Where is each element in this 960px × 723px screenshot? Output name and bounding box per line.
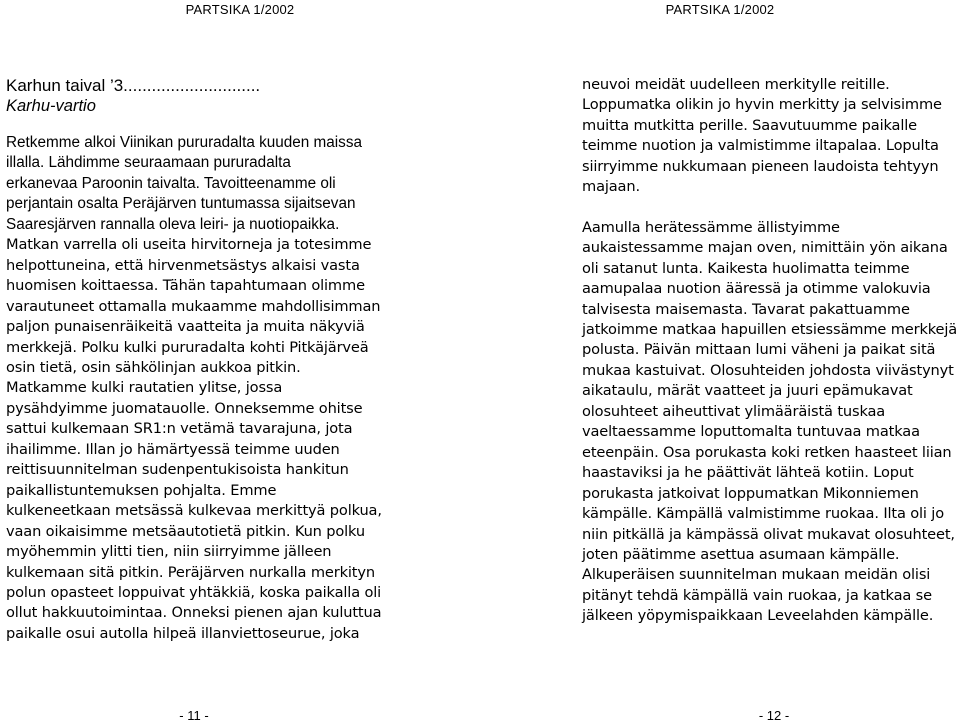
text-line: majaan. xyxy=(582,178,640,196)
text-line: jälkeen yöpymispaikkaan Leveelahden kämpälle. xyxy=(582,607,934,625)
text-line: vaeltaessamme loputtomalta tuntuvaa matkaa xyxy=(582,423,920,441)
running-header-left: PARTSIKA 1/2002 xyxy=(185,2,295,17)
page-number-left: - 11 - xyxy=(179,708,209,723)
text-line: helpottuneina, että hirvenmetsästys alkaisi vasta xyxy=(6,256,360,274)
text-line: muitta mutkitta perille. Saavutuumme paikalle xyxy=(582,116,917,134)
text-line: teimme nuotion ja valmistimme iltapalaa. Lopulta xyxy=(582,137,939,155)
right-paragraph xyxy=(582,75,960,198)
text-line: Alkuperäisen suunnitelman mukaan meidän olisi xyxy=(582,566,931,584)
text-line: polusta. Päivän mittaan lumi väheni ja paikat sitä xyxy=(582,341,936,359)
text-line: ihailimme. Illan jo hämärtyessä teimme uuden xyxy=(6,440,340,458)
text-line: sattui kulkemaan SR1:n vetämä tavarajuna, jota xyxy=(6,420,353,438)
text-line: mukaa kastuivat. Olosuhteiden johdosta viivästynyt xyxy=(582,361,954,379)
text-line: Loppumatka olikin jo hyvin merkitty ja selvisimme xyxy=(582,96,942,114)
text-line: haastaviksi ja he päättivät lähteä kotiin. Loput xyxy=(582,464,914,482)
text-line: paljon punaisenräikeitä vaatteita ja muita näkyviä xyxy=(6,318,365,336)
text-line: erkanevaa Paroonin taivalta. Tavoitteenamme oli xyxy=(6,174,336,192)
text-line: siirryimme nukkumaan pieneen laudoista tehtyyn xyxy=(582,157,939,175)
text-line: aikataulu, märät vaatteet ja juuri epämukavat xyxy=(582,382,913,400)
text-line: pysähdyimme juomatauolle. Onneksemme ohitse xyxy=(6,399,363,417)
text-line: merkkejä. Polku kulki pururadalta kohti Pitkäjärveä xyxy=(6,338,369,356)
text-line: Matkamme kulki rautatien ylitse, jossa xyxy=(6,379,283,397)
text-line: huomisen koittaessa. Tähän tapahtumaan olimme xyxy=(6,277,365,295)
text-line: paikalle osui autolla hilpeä illanviettoseurue, joka xyxy=(6,624,360,642)
left-page xyxy=(0,0,480,721)
text-line: Aamulla herätessämme ällistyimme xyxy=(582,218,840,236)
text-line: talvisesta maisemasta. Tavarat pakattuamme xyxy=(582,300,910,318)
text-line: myöhemmin ylitti tien, niin siirryimme jälleen xyxy=(6,543,332,561)
text-line: vaan oikaisimme metsäautotietä pitkin. Kun polku xyxy=(6,522,366,540)
text-line: porukasta jatkoivat loppumatkan Mikonniemen xyxy=(582,484,919,502)
text-line: eteenpäin. Osa porukasta koki retken haasteet liian xyxy=(582,443,952,461)
running-header-right: PARTSIKA 1/2002 xyxy=(665,2,775,17)
text-line: neuvoi meidät uudelleen merkitylle reitille. xyxy=(582,76,890,93)
text-line: kämpälle. Kämpällä valmistimme ruokaa. Ilta oli jo xyxy=(582,505,944,523)
text-line: illalla. Lähdimme seuraamaan pururadalta xyxy=(6,154,291,172)
text-line: perjantain osalta Peräjärven tuntumassa sijaitsevan xyxy=(6,195,356,213)
text-line: oli satanut lunta. Kaikesta huolimatta teimme xyxy=(582,259,910,277)
right-paragraph xyxy=(582,218,960,627)
text-line: aukaistessamme majan oven, nimittäin yön aikana xyxy=(582,239,948,257)
text-line: paikallistuntemuksen pohjalta. Emme xyxy=(6,481,277,499)
text-line: Retkemme alkoi Viinikan pururadalta kuuden maissa xyxy=(6,134,362,151)
text-line: niin pitkällä ja kämpässä olivat mukavat olosuhteet, xyxy=(582,525,955,543)
text-line: reittisuunnitelman sudenpentukisoista hankitun xyxy=(6,461,349,479)
text-line: aamupalaa nuotion ääressä ja otimme valokuvia xyxy=(582,280,931,298)
right-page-body xyxy=(582,75,960,627)
text-line: osin tietä, osin sähkölinjan aukkoa pitkin. xyxy=(6,358,301,376)
text-line: Saaresjärven rannalla oleva leiri- ja nuotiopaikka. xyxy=(6,215,340,233)
text-line: pitänyt tehdä kämpällä vain ruokaa, ja katkaa se xyxy=(582,586,932,604)
text-line: kulkeneetkaan metsässä kulkevaa merkittyä polkua, xyxy=(6,502,382,520)
text-line: Matkan varrella oli useita hirvitorneja ja totesimme xyxy=(6,236,372,254)
left-page-body xyxy=(6,133,392,644)
text-line: varautuneet ottamalla mukaamme mahdollisimman xyxy=(6,297,381,315)
text-line: polun opasteet loppuivat yhtäkkiä, koska paikalla oli xyxy=(6,583,382,601)
text-line: joten päätimme asettua asumaan kämpälle. xyxy=(582,545,900,563)
article-title: Karhun taival ’3............................. xyxy=(6,76,261,95)
page-number-right: - 12 - xyxy=(758,708,790,723)
text-line: kulkemaan sitä pitkin. Peräjärven nurkalla merkityn xyxy=(6,563,375,581)
left-paragraph xyxy=(6,133,392,644)
text-line: olosuhteet aiheuttivat ylimääräistä tuskaa xyxy=(582,402,886,420)
right-page xyxy=(480,0,960,721)
article-byline: Karhu-vartio xyxy=(6,97,96,115)
text-line: ollut hakkuutoimintaa. Onneksi pienen ajan kuluttua xyxy=(6,604,382,622)
text-line: jatkoimme matkaa hapuillen etsiessämme merkkejä xyxy=(582,320,958,338)
